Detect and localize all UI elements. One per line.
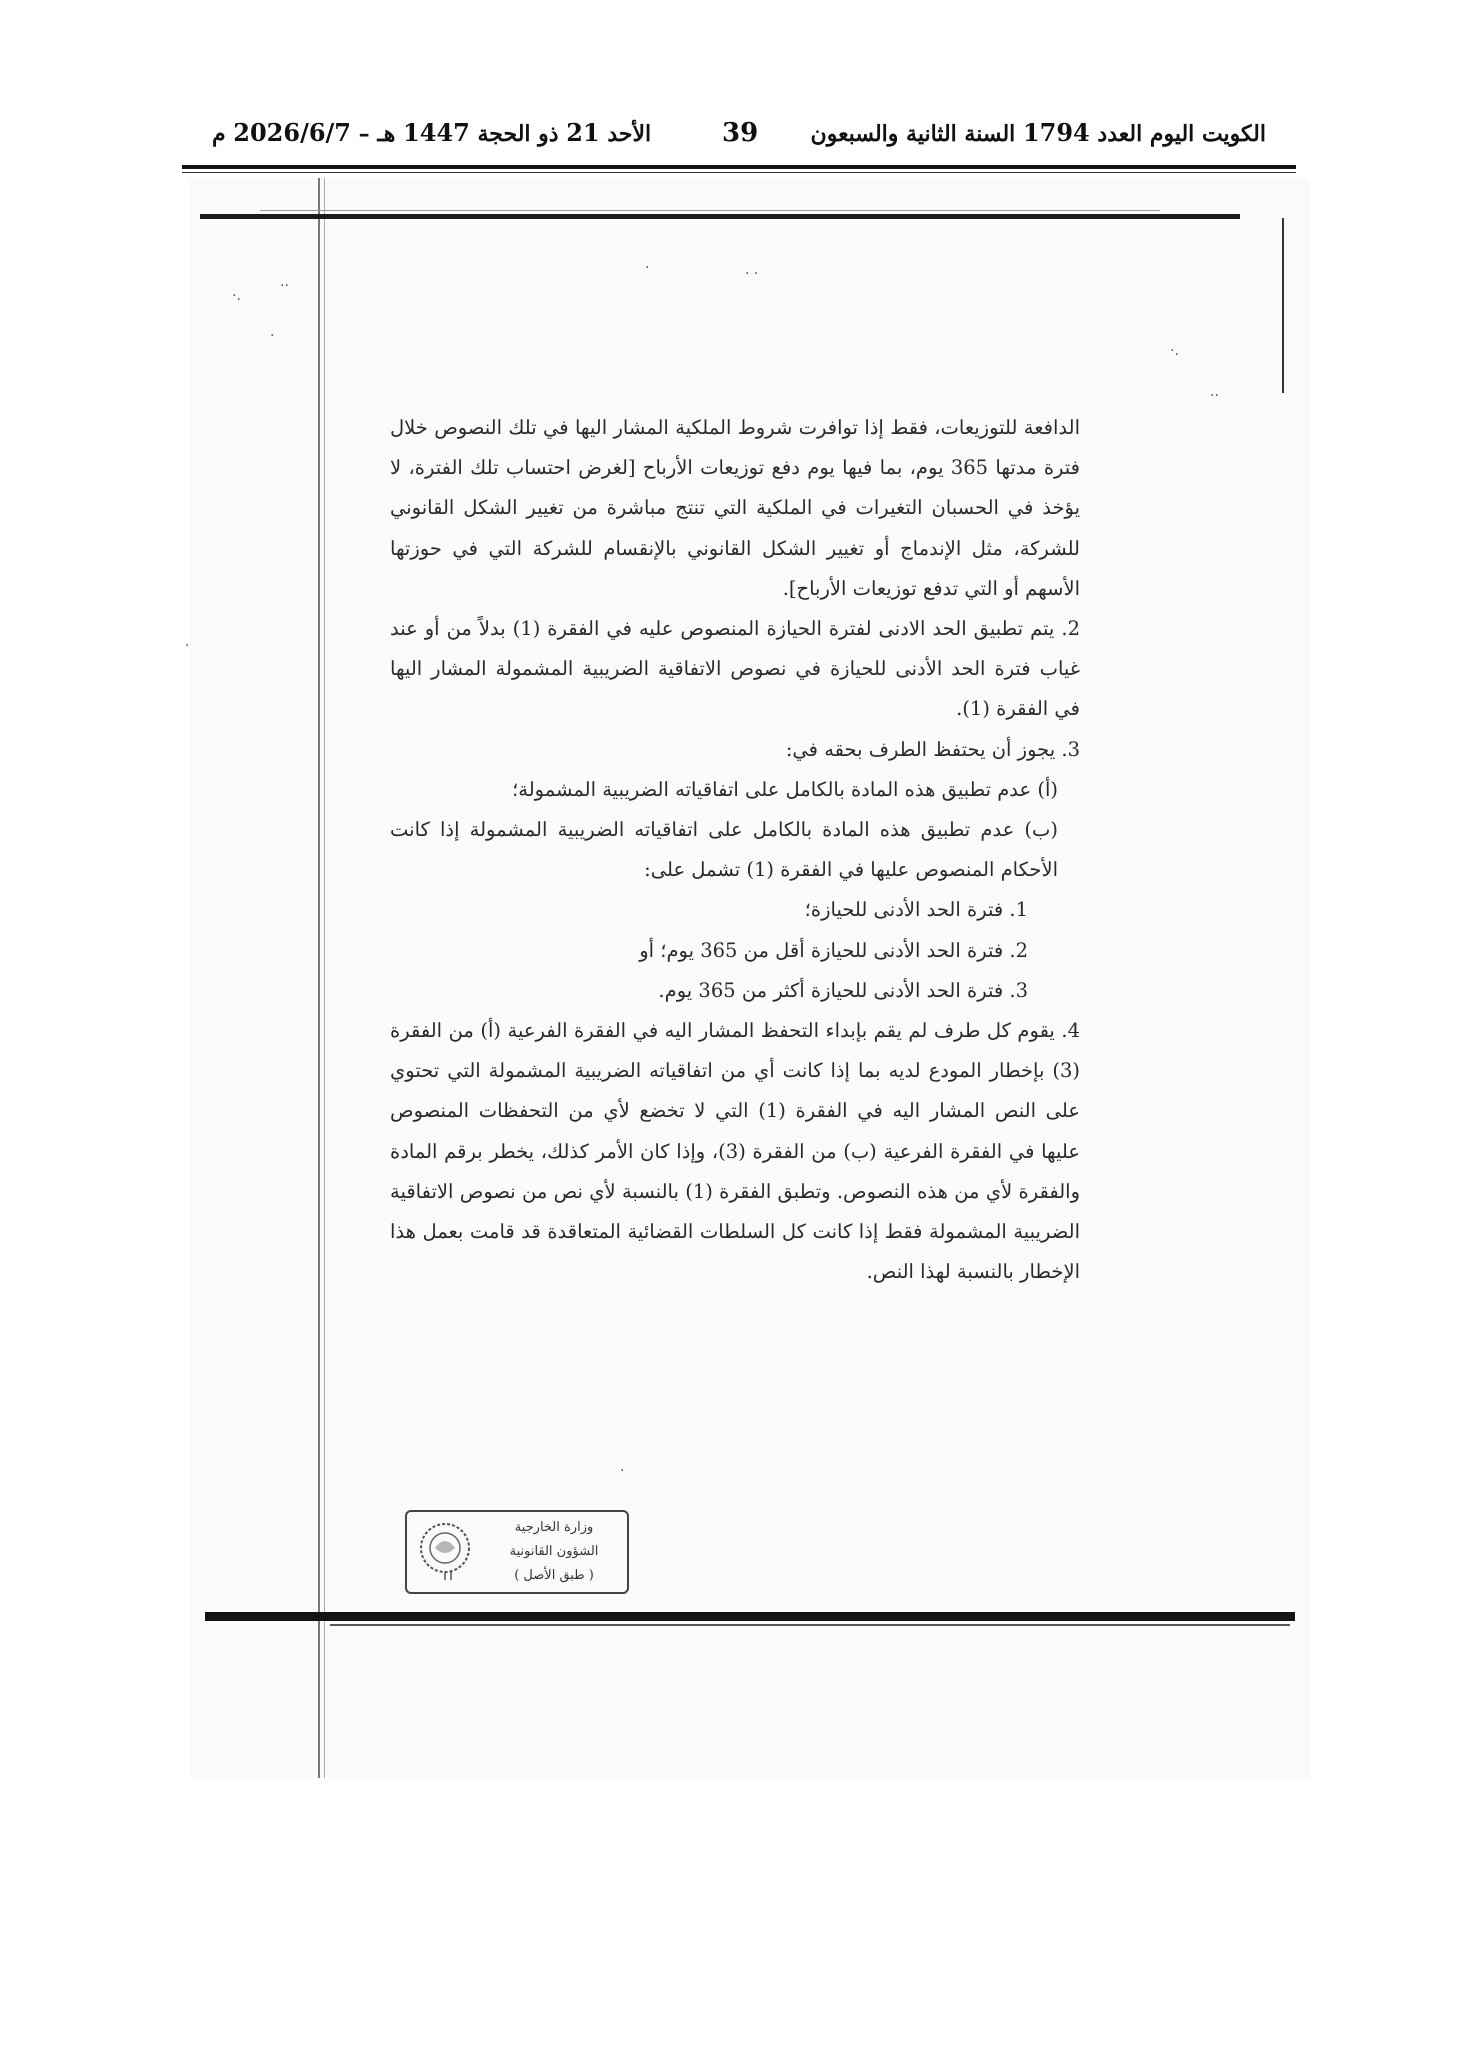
scan-right-edge-line <box>1282 218 1284 393</box>
paragraph-3-b: (ب) عدم تطبيق هذه المادة بالكامل على اتفاقياته الضريبية المشمولة إذا كانت الأحكام المنصوص عليها في الفقرة (1) تشمل على: <box>390 818 1058 882</box>
scan-speck: ·. <box>1170 343 1179 359</box>
issue-number: 1794 <box>1022 118 1090 147</box>
scan-speck: ·. <box>232 288 241 304</box>
scan-bottom-border <box>205 1612 1295 1621</box>
emblem-seal-icon <box>413 1518 477 1582</box>
stamp-line-certified: ( طبق الأصل ) <box>514 1568 594 1583</box>
paragraph-2: 2. يتم تطبيق الحد الادنى لفترة الحيازة المنصوص عليه في الفقرة (1) بدلاً من أو عند غياب فترة الحد الأدنى للحيازة في نصوص الاتفاقية الضريبية المشمولة المشار اليها في الفقرة (1). <box>390 617 1080 721</box>
scan-speck: · <box>185 638 190 654</box>
article-body <box>390 408 1080 1292</box>
scan-speck: · <box>620 1463 625 1479</box>
scan-speck: · <box>645 260 650 276</box>
stamp-line-ministry: وزارة الخارجية <box>514 1520 594 1535</box>
page-number: 39 <box>722 118 759 148</box>
header-date: الأحد 21 ذو الحجة 1447 هـ – 2026/6/7 م <box>212 118 652 147</box>
certification-stamp <box>405 1510 629 1594</box>
scan-bottom-border-2 <box>330 1624 1290 1626</box>
paragraph-3-a: (أ) عدم تطبيق هذه المادة بالكامل على اتفاقياته الضريبية المشمولة؛ <box>512 777 1058 801</box>
scan-top-faint-line <box>260 210 1160 211</box>
paragraph-3-b-3: 3. فترة الحد الأدنى للحيازة أكثر من 365 يوم. <box>658 978 1028 1002</box>
header-issue-info: الكويت اليوم العدد 1794 السنة الثانية والسبعون <box>810 118 1266 147</box>
header-rule-thin <box>182 172 1296 173</box>
scan-top-border <box>200 214 1240 219</box>
paragraph-4: 4. يقوم كل طرف لم يقم بإبداء التحفظ المشار اليه في الفقرة الفرعية (أ) من الفقرة (3) بإخطار المودع لديه بما إذا كانت أي من اتفاقياته الضريبية المشمولة التي تحتوي على النص المشار اليه في الفقرة (1) التي لا تخضع لأي من التحفظات المنصوص عليها في الفقرة الفرعية (ب) من الفقرة (3)، وإذا كان الأمر كذلك، يخطر برقم المادة والفقرة لأي من هذه النصوص. وتطبق الفقرة (1) بالنسبة لأي نص من نصوص الاتفاقية الضريبية المشمولة فقط إذا كانت كل السلطات القضائية المتعاقدة قد قامت بعمل هذا الإخطار بالنسبة لهذا النص. <box>390 1019 1080 1284</box>
scan-left-margin-line-2 <box>324 178 325 1778</box>
stamp-text <box>489 1516 619 1588</box>
paragraph-continuation: الدافعة للتوزيعات، فقط إذا توافرت شروط الملكية المشار اليها في تلك النصوص خلال فترة مدتها 365 يوم، بما فيها يوم دفع توزيعات الأرباح [لغرض احتساب تلك الفترة، لا يؤخذ في الحسبان التغيرات في الملكية التي تنتج مباشرة من تغيير الشكل القانوني للشركة، مثل الإندماج أو تغيير الشكل القانوني بالإنقسام للشركة التي في حوزتها الأسهم أو التي تدفع توزيعات الأرباح]. <box>390 416 1081 600</box>
stamp-line-department: الشؤون القانونية <box>509 1544 599 1559</box>
paragraph-3-b-1: 1. فترة الحد الأدنى للحيازة؛ <box>804 898 1028 922</box>
scan-speck: · · <box>745 266 759 282</box>
scan-speck: ·· <box>1210 388 1219 404</box>
paragraph-3-b-2: 2. فترة الحد الأدنى للحيازة أقل من 365 يوم؛ أو <box>639 938 1028 962</box>
header-rule <box>182 165 1296 169</box>
paragraph-3: 3. يجوز أن يحتفظ الطرف بحقه في: <box>785 737 1080 761</box>
scan-left-margin-line <box>318 178 320 1778</box>
scan-speck: ·· <box>280 278 289 294</box>
scan-speck: · <box>270 328 275 344</box>
